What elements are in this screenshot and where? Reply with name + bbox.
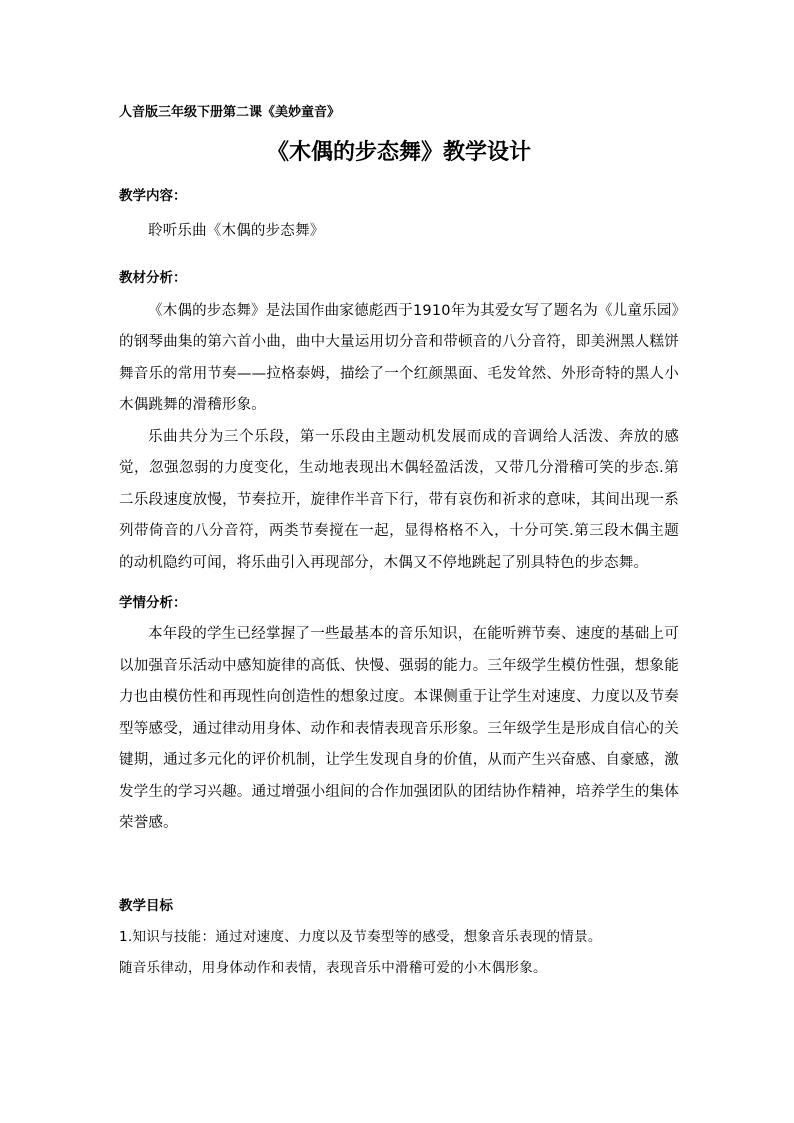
- textbook-analysis-paragraph: 乐曲共分为三个乐段，第一乐段由主题动机发展而成的音调给人活泼、奔放的感觉，忽强忽弱的力度变化，生动地表现出木偶轻盈活泼，又带几分滑稽可笑的步态.第二乐段速度放慢，节奏拉开，旋律作半音下行，带有哀伤和祈求的意味，其间出现一系列带倚音的八分音符，两类节奏搅在一起，显得格格不入，十分可笑.第三段木偶主题的动机隐约可闻，将乐曲引入再现部分，木偶又不停地跳起了别具特色的步态舞。: [119, 428, 679, 571]
- document-page: [119, 98, 679, 984]
- section-heading-textbook-analysis: 教材分析：: [119, 269, 187, 286]
- teaching-goal-line: 随音乐律动，用身体动作和表情，表现音乐中滑稽可爱的小木偶形象。: [119, 959, 547, 976]
- section-heading-content: 教学内容：: [119, 188, 187, 204]
- document-title: 《木偶的步态舞》教学设计: [266, 140, 531, 165]
- section-heading-student-analysis: 学情分析：: [119, 595, 187, 611]
- course-header: 人音版三年级下册第二课《美妙童音》: [119, 105, 341, 120]
- student-analysis-paragraph: 本年段的学生已经掌握了一些最基本的音乐知识，在能听辨节奏、速度的基础上可以加强音乐活动中感知旋律的高低、快慢、强弱的能力。三年级学生模仿性强，想象能力也由模仿性和再现性向创造性的想象过度。本课侧重于让学生对速度、力度以及节奏型等感受，通过律动用身体、动作和表情表现音乐形象。三年级学生是形成自信心的关键期，通过多元化的评价机制，让学生发现自身的价值，从而产生兴奋感、自豪感，激发学生的学习兴趣。通过增强小组间的合作加强团队的团结协作精神，培养学生的集体荣誉感。: [119, 626, 679, 831]
- content-text: 聆听乐曲《木偶的步态舞》: [148, 223, 325, 239]
- teaching-goal-line: 1.知识与技能：通过对速度、力度以及节奏型等的感受，想象音乐表现的情景。: [119, 928, 602, 945]
- section-heading-teaching-goals: 教学目标: [119, 897, 173, 914]
- textbook-analysis-paragraph: 《木偶的步态舞》是法国作曲家德彪西于1910年为其爱女写了题名为《儿童乐园》的钢琴曲集的第六首小曲，曲中大量运用切分音和带顿音的八分音符，即美洲黑人糕饼舞音乐的常用节奏——拉格泰姆，描绘了一个红颜黑面、毛发耸然、外形奇特的黑人小木偶跳舞的滑稽形象。: [119, 302, 679, 413]
